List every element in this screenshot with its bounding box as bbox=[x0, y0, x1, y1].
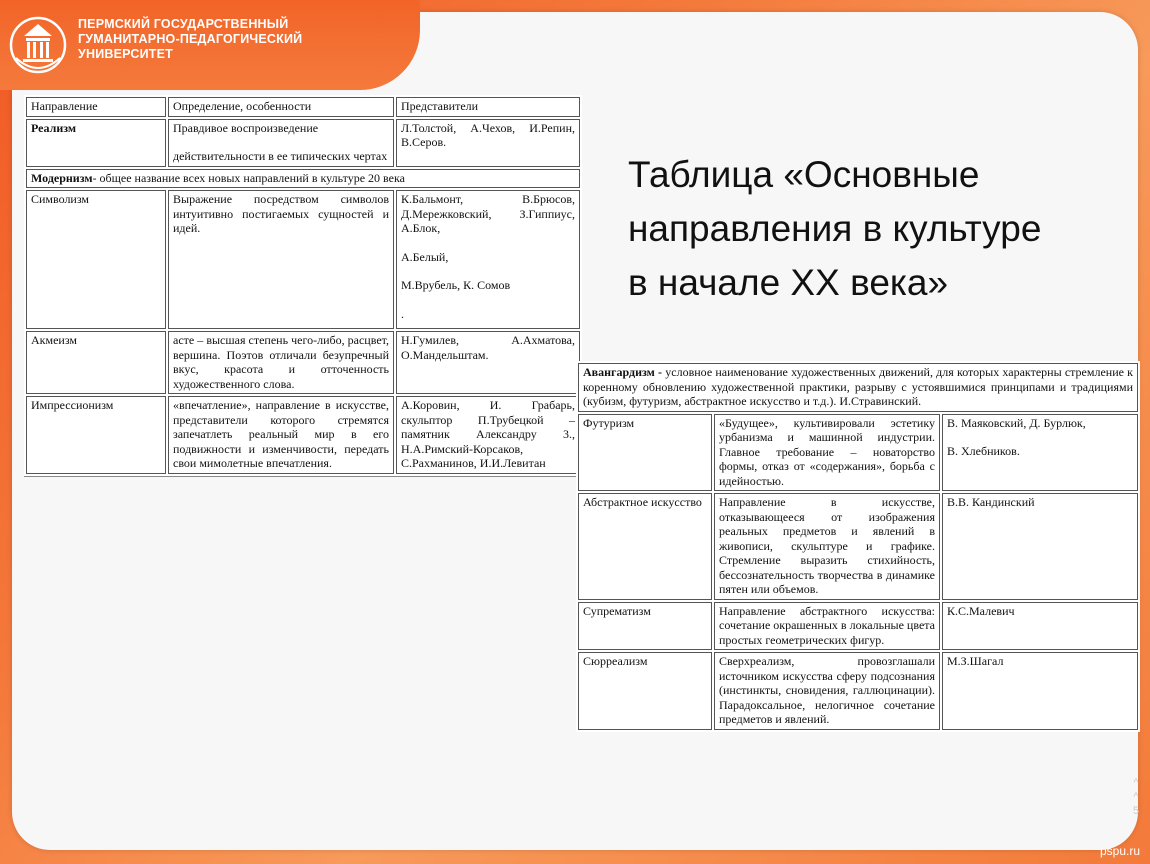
direction-name: Символизм bbox=[26, 190, 166, 329]
representatives: М.З.Шагал bbox=[942, 652, 1138, 730]
direction-name: Модернизм bbox=[31, 170, 93, 185]
direction-name: Импрессионизм bbox=[26, 396, 166, 474]
table-row bbox=[578, 363, 1138, 412]
direction-name: Сюрреализм bbox=[578, 652, 712, 730]
representatives: А.Коровин, И. Грабарь, скульптор П.Трубецкой – памятник Александру 3., Н.А.Римский-Корсаков, С.Рахманинов, И.И.Левитан bbox=[396, 396, 580, 474]
header-direction: Направление bbox=[26, 97, 166, 117]
direction-name: Абстрактное искусство bbox=[578, 493, 712, 600]
scroll-indicator: ^ ^ 5 bbox=[1132, 777, 1140, 817]
table-row bbox=[578, 652, 1138, 730]
table-row bbox=[26, 190, 580, 329]
table-row bbox=[26, 396, 580, 474]
definition-text: «впечатление», направление в искусстве, представители которого стремятся запечатлеть реальный мир в его подвижности и изменчивости, передать свои мимолетные впечатления. bbox=[168, 396, 394, 474]
direction-name: Футуризм bbox=[578, 414, 712, 492]
representatives: В. Маяковский, Д. Бурлюк, bbox=[947, 415, 1086, 430]
representatives: В.В. Кандинский bbox=[942, 493, 1138, 600]
representatives: Н.Гумилев, А.Ахматова, О.Мандельштам. bbox=[396, 331, 580, 394]
direction-name: Авангардизм - bbox=[583, 365, 663, 379]
table-row bbox=[26, 169, 580, 189]
table-row bbox=[578, 602, 1138, 651]
definition-text: «Будущее», культивировали эстетику урбанизма и машинной индустрии. Главное требование – новаторство формы, отказ от «содержания», борьба с идейностью. bbox=[714, 414, 940, 492]
definition-text: Направление абстрактного искусства: сочетание окрашенных в локальные цвета простых геометрических фигур. bbox=[714, 602, 940, 651]
definition-text: действительности в ее типических чертах bbox=[173, 149, 388, 163]
definition-text: условное наименование художественных движений, для которых характерны стремление к коренному обновлению художественной практики, разрыву с устоявшимися принципами и традициями (кубизм, футуризм, абстрактное искусство и т.д.). И.Стравинский. bbox=[583, 365, 1133, 408]
definition-text: - общее название всех новых направлений в культуре 20 века bbox=[92, 170, 405, 185]
table-header-row bbox=[26, 97, 580, 117]
table-row bbox=[26, 331, 580, 394]
footer-site: pspu.ru bbox=[1099, 844, 1140, 858]
culture-table-part1 bbox=[24, 95, 582, 477]
culture-table-part2 bbox=[576, 361, 1140, 732]
representatives: А.Белый, bbox=[401, 249, 449, 264]
representatives: В. Хлебников. bbox=[947, 444, 1020, 458]
definition-text: Направление в искусстве, отказывающееся от изображения реальных предметов и явлений в живописи, скульптуре и графике. Стремление выразить стихийность, бессознательность творчества в динамике пятен или объемов. bbox=[714, 493, 940, 600]
representatives: М.Врубель, К. Сомов bbox=[401, 278, 511, 292]
table-row bbox=[26, 119, 580, 167]
header-band bbox=[0, 0, 420, 90]
definition-text: Правдивое воспроизведение bbox=[173, 120, 319, 135]
definition-text: асте – высшая степень чего-либо, расцвет, вершина. Поэтов отличали безупречный вкус, красота и отточенность художественного слова. bbox=[168, 331, 394, 394]
definition-text: Выражение посредством символов интуитивно постигаемых сущностей и идей. bbox=[168, 190, 394, 329]
header-representatives: Представители bbox=[396, 97, 580, 117]
header-definition: Определение, особенности bbox=[168, 97, 394, 117]
direction-name: Реализм bbox=[31, 120, 77, 135]
university-name: ПЕРМСКИЙ ГОСУДАРСТВЕННЫЙ ГУМАНИТАРНО-ПЕДАГОГИЧЕСКИЙ УНИВЕРСИТЕТ bbox=[78, 17, 303, 61]
definition-text: Сверхреализм, провозглашали источником искусства сферу подсознания (инстинкты, сновидения, галлюцинации). Парадоксальное, нелогичное сочетание предметов и явлений. bbox=[714, 652, 940, 730]
university-logo-icon bbox=[8, 14, 68, 76]
representatives: Л.Толстой, А.Чехов, И.Репин, В.Серов. bbox=[396, 119, 580, 167]
direction-name: Акмеизм bbox=[26, 331, 166, 394]
representatives: К.С.Малевич bbox=[942, 602, 1138, 651]
table-row bbox=[578, 493, 1138, 600]
representatives: К.Бальмонт, В.Брюсов, Д.Мережковский, З.Гиппиус, А.Блок, bbox=[401, 192, 575, 235]
slide-title: Таблица «Основные направления в культуре в начале XX века» bbox=[628, 154, 1042, 303]
direction-name: Супрематизм bbox=[578, 602, 712, 651]
representatives: . bbox=[401, 306, 404, 321]
table-row bbox=[578, 414, 1138, 492]
